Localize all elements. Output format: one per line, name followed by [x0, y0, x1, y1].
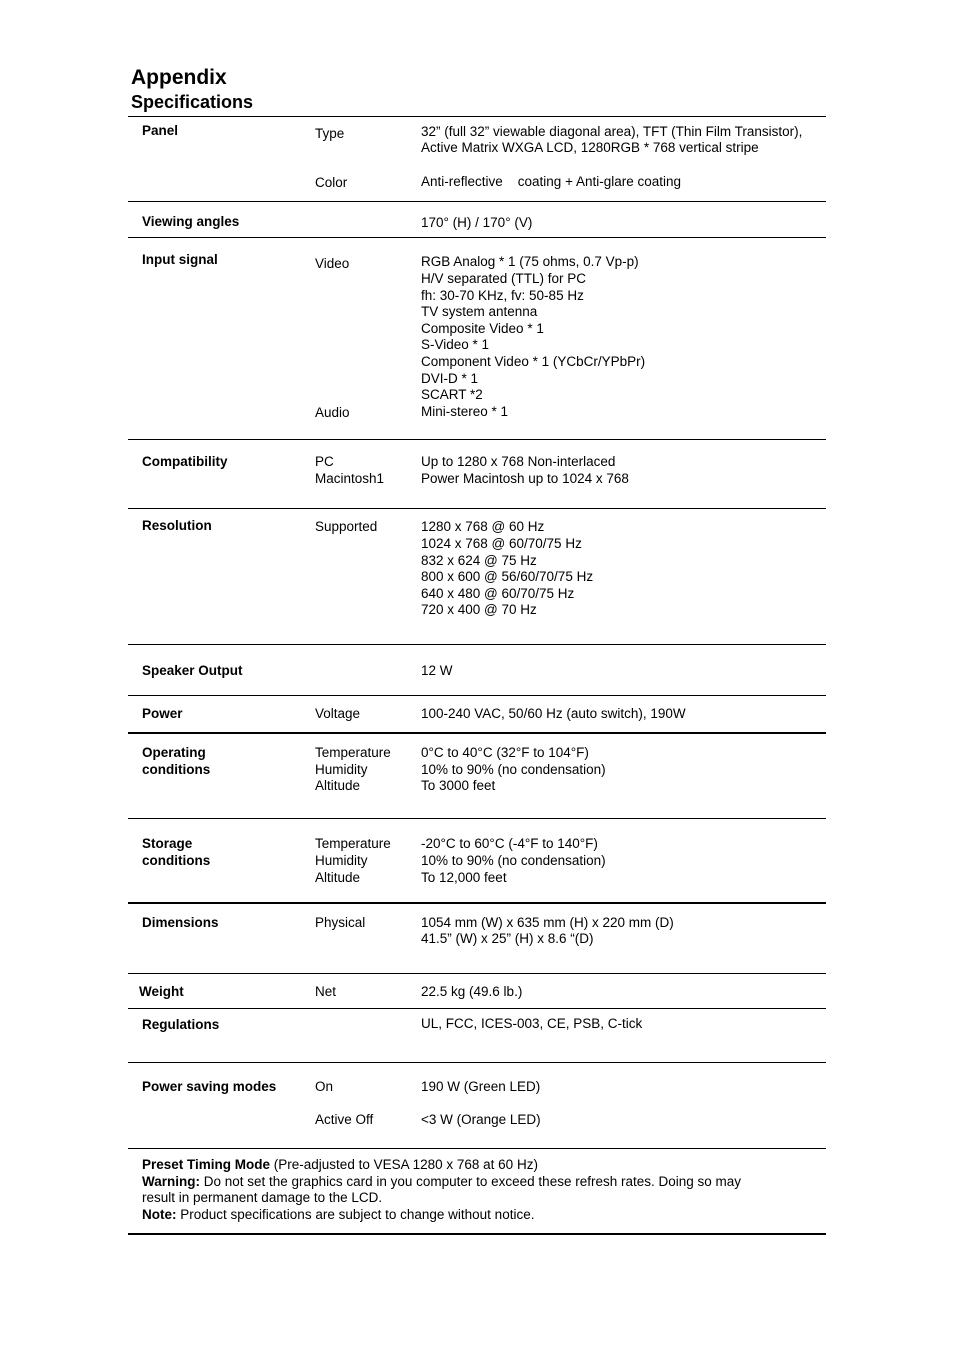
- operating-humidity-value: 10% to 90% (no condensation): [421, 762, 606, 777]
- input-video-value: S-Video * 1: [421, 337, 490, 352]
- resolution-value: 720 x 400 @ 70 Hz: [421, 602, 537, 617]
- warning-heading: Warning:: [142, 1174, 200, 1189]
- warning-text: Do not set the graphics card in you computer to exceed these refresh rates. Doing so may: [200, 1174, 742, 1189]
- compatibility-pc-value: Up to 1280 x 768 Non-interlaced: [421, 454, 616, 469]
- note-text: Product specifications are subject to change without notice.: [176, 1207, 535, 1222]
- divider: [128, 1233, 826, 1235]
- power-saving-on-value: 190 W (Green LED): [421, 1079, 541, 1094]
- divider: [128, 237, 826, 238]
- operating-humidity-label: Humidity: [315, 762, 368, 777]
- speaker-output-value: 12 W: [421, 663, 453, 678]
- operating-label: Operating: [142, 745, 206, 760]
- panel-label: Panel: [142, 123, 179, 138]
- input-video-value: RGB Analog * 1 (75 ohms, 0.7 Vp-p): [421, 254, 639, 269]
- specification-note: [142, 1207, 822, 1224]
- storage-altitude-label: Altitude: [315, 870, 361, 885]
- input-audio-value: Mini-stereo * 1: [421, 404, 509, 419]
- storage-label: conditions: [142, 853, 211, 868]
- divider: [128, 508, 826, 509]
- speaker-output-label: Speaker Output: [142, 663, 243, 678]
- input-video-value: TV system antenna: [421, 304, 538, 319]
- power-voltage-label: Voltage: [315, 706, 361, 721]
- compatibility-mac-label: Macintosh1: [315, 471, 385, 486]
- storage-temperature-value: -20°C to 60°C (-4°F to 140°F): [421, 836, 598, 851]
- compatibility-mac-value: Power Macintosh up to 1024 x 768: [421, 471, 629, 486]
- preset-timing-heading: Preset Timing Mode: [142, 1157, 271, 1172]
- page-title: Appendix: [131, 66, 227, 89]
- input-video-value: H/V separated (TTL) for PC: [421, 271, 587, 286]
- divider: [128, 902, 826, 904]
- divider: [128, 1148, 826, 1149]
- preset-timing-note: [142, 1157, 822, 1174]
- power-saving-off-value: <3 W (Orange LED): [421, 1112, 541, 1127]
- resolution-value: 1280 x 768 @ 60 Hz: [421, 519, 545, 534]
- storage-humidity-label: Humidity: [315, 853, 368, 868]
- divider: [128, 732, 826, 734]
- regulations-label: Regulations: [142, 1017, 220, 1032]
- divider: [128, 116, 826, 117]
- divider: [128, 1008, 826, 1009]
- dimensions-label: Dimensions: [142, 915, 219, 930]
- resolution-value: 800 x 600 @ 56/60/70/75 Hz: [421, 569, 594, 584]
- resolution-supported-label: Supported: [315, 519, 378, 534]
- input-video-value: Component Video * 1 (YCbCr/YPbPr): [421, 354, 646, 369]
- divider: [128, 439, 826, 440]
- divider: [128, 201, 826, 202]
- warning-note-continued: result in permanent damage to the LCD.: [142, 1190, 383, 1205]
- compatibility-pc-label: PC: [315, 454, 334, 469]
- input-video-value: SCART *2: [421, 387, 483, 402]
- input-video-value: DVI-D * 1: [421, 371, 479, 386]
- power-saving-on-label: On: [315, 1079, 334, 1094]
- operating-altitude-label: Altitude: [315, 778, 361, 793]
- panel-type-value: Active Matrix WXGA LCD, 1280RGB * 768 vertical stripe: [421, 140, 759, 155]
- storage-humidity-value: 10% to 90% (no condensation): [421, 853, 606, 868]
- dimensions-value: 41.5” (W) x 25” (H) x 8.6 “(D): [421, 931, 594, 946]
- input-signal-label: Input signal: [142, 252, 218, 267]
- dimensions-physical-label: Physical: [315, 915, 366, 930]
- panel-type-value: 32” (full 32” viewable diagonal area), TFT (Thin Film Transistor),: [421, 124, 803, 139]
- panel-color-value: Anti-reflective coating + Anti-glare coating: [421, 174, 682, 189]
- resolution-value: 832 x 624 @ 75 Hz: [421, 553, 537, 568]
- regulations-value: UL, FCC, ICES-003, CE, PSB, C-tick: [421, 1016, 643, 1031]
- weight-net-label: Net: [315, 984, 337, 999]
- input-video-value: Composite Video * 1: [421, 321, 544, 336]
- operating-label: conditions: [142, 762, 211, 777]
- input-audio-label: Audio: [315, 405, 350, 420]
- operating-altitude-value: To 3000 feet: [421, 778, 496, 793]
- compatibility-label: Compatibility: [142, 454, 228, 469]
- preset-timing-text: (Pre-adjusted to VESA 1280 x 768 at 60 Hz): [270, 1157, 538, 1172]
- panel-type-label: Type: [315, 126, 345, 141]
- power-saving-off-label: Active Off: [315, 1112, 374, 1127]
- note-heading: Note:: [142, 1207, 177, 1222]
- page-subtitle: Specifications: [131, 92, 254, 112]
- input-video-label: Video: [315, 256, 350, 271]
- divider: [128, 1062, 826, 1063]
- resolution-value: 640 x 480 @ 60/70/75 Hz: [421, 586, 575, 601]
- power-value: 100-240 VAC, 50/60 Hz (auto switch), 190W: [421, 706, 686, 721]
- power-label: Power: [142, 706, 183, 721]
- storage-label: Storage: [142, 836, 193, 851]
- divider: [128, 818, 826, 819]
- divider: [128, 973, 826, 974]
- power-saving-label: Power saving modes: [142, 1079, 277, 1094]
- weight-label: Weight: [139, 984, 184, 999]
- divider: [128, 695, 826, 696]
- viewing-angles-value: 170° (H) / 170° (V): [421, 215, 533, 230]
- weight-value: 22.5 kg (49.6 lb.): [421, 984, 523, 999]
- panel-color-label: Color: [315, 175, 348, 190]
- operating-temperature-label: Temperature: [315, 745, 391, 760]
- storage-temperature-label: Temperature: [315, 836, 391, 851]
- operating-temperature-value: 0°C to 40°C (32°F to 104°F): [421, 745, 589, 760]
- storage-altitude-value: To 12,000 feet: [421, 870, 507, 885]
- divider: [128, 644, 826, 645]
- input-video-value: fh: 30-70 KHz, fv: 50-85 Hz: [421, 288, 584, 303]
- resolution-label: Resolution: [142, 518, 212, 533]
- viewing-angles-label: Viewing angles: [142, 214, 240, 229]
- warning-note: [142, 1174, 822, 1191]
- resolution-value: 1024 x 768 @ 60/70/75 Hz: [421, 536, 582, 551]
- dimensions-value: 1054 mm (W) x 635 mm (H) x 220 mm (D): [421, 915, 674, 930]
